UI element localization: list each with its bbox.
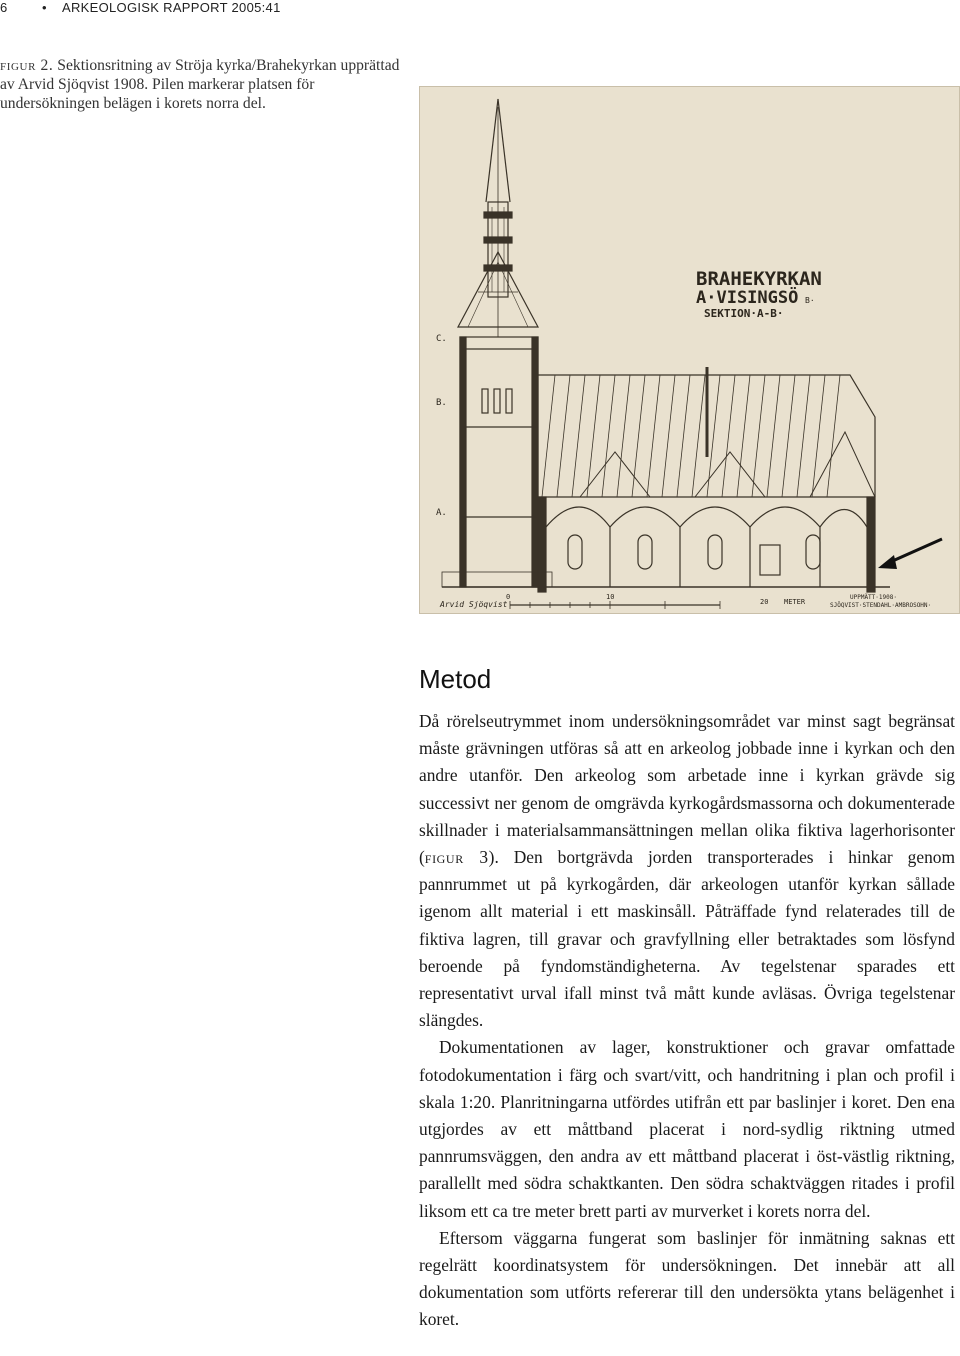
level-b-label: B.: [436, 398, 447, 408]
drawing-title-line2: A·VISINGSÖ: [696, 288, 799, 308]
scale-label-meter: METER: [784, 598, 806, 606]
figure-caption: [0, 56, 400, 113]
scale-label-10: 10: [606, 593, 615, 601]
tower-body: [460, 337, 538, 587]
level-c-label: C.: [436, 334, 447, 344]
church-section-drawing: [419, 86, 960, 614]
spire-line-right: [498, 99, 510, 202]
drawing-title-line2-suffix: B·: [805, 296, 815, 305]
section-heading: Metod: [419, 664, 492, 694]
figure-caption-text: Sektionsritning av Ströja kyrka/Brahekyrkan upprättad av Arvid Sjöqvist 1908. Pilen markerar platsen för undersökningen belägen i korets norra del.: [0, 57, 400, 112]
paragraph-1: Då rörelseutrymmet inom undersökningsområdet var minst sagt begränsat måste grävningen utföras så att en arkeolog jobbade inne i kyrkan och den andre utanför. Den arkeolog som arbetade inne i kyrkan grävde sig successivt ner genom de omgrävda kyrkogårdsmassorna och dokumenterade skillnader i materialsammansättningen mellan olika fiktiva lagerhorisonter (figur 3). Den bortgrävda jorden transporterades i hinkar genom pannrummet ut på kyrkogården, där arkeologen utanför kyrkan sållade igenom allt material i ett maskinsåll. Påträffade fynd relaterades till de fiktiva lagren, till gravar och gravfyllning eller betraktades som lösfynd beroende på fyndomständigheterna. Av tegelstenar sparades ett representativt urval ifall minst två mått kunde avläsas. Övriga tegelstenar slängdes.: [419, 711, 956, 1031]
figure-label: figur 2.: [0, 57, 54, 74]
drawing-title-line1: BRAHEKYRKAN: [696, 268, 822, 290]
paragraph-2: Dokumentationen av lager, konstruktioner och gravar omfattade fotodokumentation i färg och svart/vitt, och handritning i plan och profil i skala 1:20. Planritningarna utfördes utifrån ett par baslinjer i koret. Den ena utgjordes av ett måttband placerat i nord-sydlig riktning utmed pannrumsväggen, den andra av ett måttband placerat i öst-västlig riktning, parallellt med södra schaktkanten. Den södra schaktväggen ritades i profil liksom ett ca tre meter brett parti av murverket i korets norra del.: [419, 1037, 955, 1221]
scale-label-0: 0: [506, 593, 511, 601]
credit-line1: UPPMÄTT·1908·: [850, 594, 897, 601]
level-a-label: A.: [436, 508, 447, 518]
drawing-title-line3: SEKTION·A-B·: [704, 307, 784, 320]
section-drawing-svg: [420, 87, 959, 613]
page-number: 6: [0, 0, 8, 15]
body-text: [419, 708, 955, 1334]
arrow-icon: [878, 539, 942, 569]
header-bullet: •: [42, 0, 47, 15]
spire-line-left: [486, 99, 498, 202]
credit-line2: SJÖQVIST·STENDAHL·AMBROSOHN·: [830, 602, 932, 609]
report-title: ARKEOLOGISK RAPPORT 2005:41: [62, 0, 281, 15]
scale-label-20: 20: [760, 598, 769, 606]
paragraph-3: Eftersom väggarna fungerat som baslinjer för inmätning saknas ett regelrätt koordinatsystem för undersökningen. Det innebär att all dokumentation som utförts refererar till den undersökta ytans belägenhet i koret.: [419, 1227, 955, 1330]
vault-arch: [546, 507, 610, 527]
signature: Arvid Sjöqvist: [440, 600, 508, 609]
figure-reference: figur 3: [424, 847, 489, 868]
running-header: [0, 0, 420, 22]
